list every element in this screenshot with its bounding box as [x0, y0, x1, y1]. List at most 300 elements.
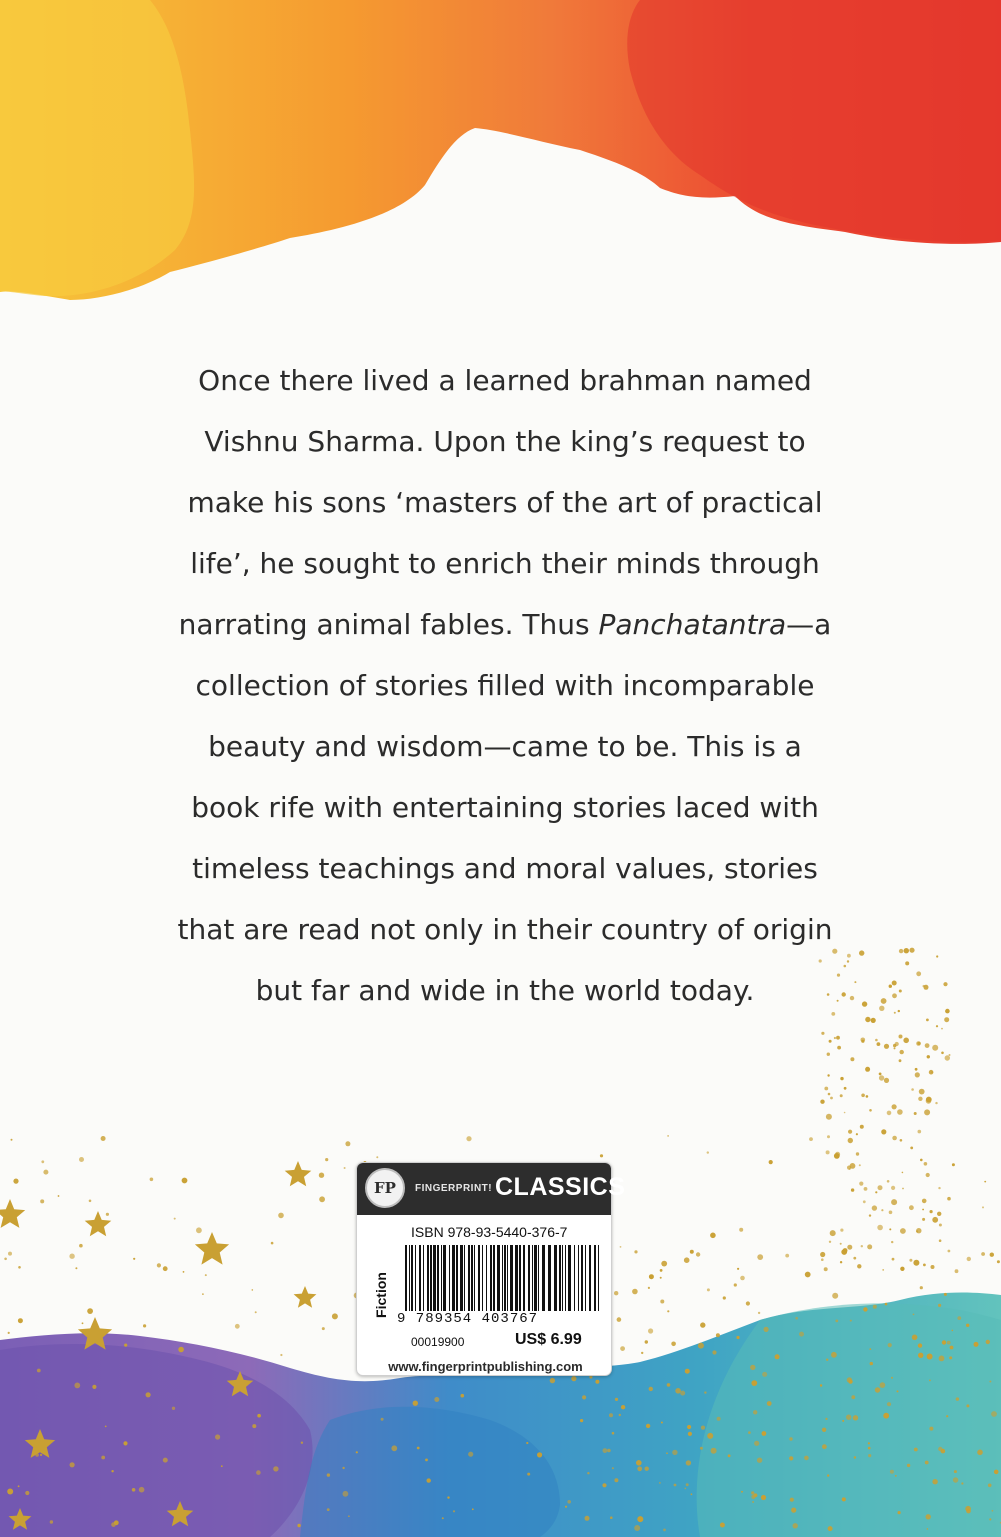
- glitter-dot: [832, 1293, 838, 1299]
- barcode-bar: [441, 1245, 442, 1311]
- barcode-bar: [486, 1245, 487, 1311]
- glitter-dot: [861, 1245, 863, 1247]
- glitter-dot: [887, 1180, 890, 1183]
- glitter-dot: [929, 1380, 931, 1382]
- glitter-dot: [746, 1301, 750, 1305]
- glitter-dot: [826, 1359, 828, 1361]
- barcode-bar: [449, 1245, 450, 1311]
- glitter-dot: [698, 1343, 704, 1349]
- glitter-dot: [667, 1135, 669, 1137]
- publisher-name: FINGERPRINT!: [415, 1183, 493, 1194]
- glitter-dot: [899, 949, 903, 953]
- glitter-dot: [877, 1225, 883, 1231]
- glitter-dot: [827, 1135, 830, 1138]
- glitter-dot: [938, 1187, 940, 1189]
- glitter-dot: [846, 1415, 851, 1420]
- glitter-dot: [667, 1310, 669, 1312]
- barcode-bar: [478, 1245, 480, 1311]
- blurb-text: narrating animal fables. Thus: [178, 608, 599, 641]
- glitter-dot: [887, 1111, 892, 1116]
- glitter-dot: [827, 1053, 830, 1056]
- glitter-dot: [835, 1320, 838, 1323]
- glitter-dot: [885, 1303, 888, 1306]
- barcode-digits: 9 789354 403767: [397, 1311, 539, 1327]
- glitter-dot: [990, 1253, 994, 1257]
- glitter-dot: [868, 1447, 871, 1450]
- glitter-dot: [992, 1510, 994, 1512]
- glitter-dot: [820, 1384, 822, 1386]
- barcode-bar: [409, 1245, 410, 1311]
- glitter-dot: [648, 1328, 653, 1333]
- glitter-dot: [884, 1044, 889, 1049]
- glitter-dot: [909, 948, 914, 953]
- glitter-dot: [923, 1264, 926, 1267]
- glitter-dot: [124, 1344, 127, 1347]
- glitter-dot: [863, 1200, 866, 1203]
- glitter-dot: [875, 1039, 878, 1042]
- glitter-dot: [785, 1254, 789, 1258]
- glitter-dot: [273, 1466, 278, 1471]
- glitter-dot: [956, 1397, 959, 1400]
- glitter-dot: [984, 1181, 986, 1183]
- glitter-dot: [666, 1452, 668, 1454]
- glitter-dot: [918, 1130, 922, 1134]
- barcode-bar: [554, 1245, 557, 1311]
- glitter-dot: [620, 1346, 625, 1351]
- glitter-dot: [18, 1485, 20, 1487]
- barcode-icon: [405, 1245, 601, 1311]
- glitter-dot: [932, 1479, 937, 1484]
- glitter-dot: [974, 1342, 979, 1347]
- glitter-dot: [991, 1411, 997, 1417]
- glitter-dot: [789, 1456, 793, 1460]
- publisher-brand-bar: [357, 1163, 626, 1215]
- glitter-dot: [865, 1017, 870, 1022]
- glitter-dot: [892, 1258, 895, 1261]
- glitter-dot: [344, 1167, 346, 1169]
- glitter-dot: [945, 1055, 950, 1060]
- glitter-dot: [966, 1324, 969, 1327]
- barcode-bar: [598, 1245, 599, 1311]
- glitter-dot: [840, 1094, 843, 1097]
- glitter-dot: [890, 1470, 894, 1474]
- glitter-dot: [871, 1018, 876, 1023]
- glitter-dot: [417, 1447, 420, 1450]
- glitter-dot: [720, 1523, 725, 1528]
- glitter-dot: [69, 1254, 74, 1259]
- glitter-dot: [841, 1249, 847, 1255]
- glitter-dot: [966, 1404, 969, 1407]
- glitter-dot: [736, 1336, 739, 1339]
- glitter-dot: [461, 1394, 465, 1398]
- glitter-dot: [671, 1342, 676, 1347]
- glitter-dot: [840, 1243, 842, 1245]
- glitter-dot: [932, 1045, 938, 1051]
- glitter-dot: [936, 955, 938, 957]
- glitter-dot: [859, 1182, 863, 1186]
- glitter-dot: [935, 1102, 937, 1104]
- glitter-dot: [981, 1252, 985, 1256]
- glitter-dot: [844, 1087, 847, 1090]
- glitter-dot: [133, 1258, 135, 1260]
- publisher-website: www.fingerprintpublishing.com: [388, 1359, 583, 1374]
- glitter-dot: [881, 998, 887, 1004]
- glitter-dot: [325, 1158, 328, 1161]
- glitter-dot: [936, 1025, 938, 1027]
- glitter-dot: [565, 1506, 567, 1508]
- glitter-dot: [41, 1160, 44, 1163]
- glitter-dot: [791, 1508, 796, 1513]
- barcode-bar: [578, 1245, 579, 1311]
- barcode-bar: [419, 1245, 421, 1311]
- glitter-dot: [944, 1017, 949, 1022]
- glitter-dot: [319, 1196, 325, 1202]
- blurb-paragraph: [150, 350, 860, 1021]
- barcode-bar: [594, 1245, 596, 1311]
- glitter-dot: [897, 1109, 903, 1115]
- glitter-dot: [342, 1467, 344, 1469]
- glitter-dot: [948, 1250, 951, 1253]
- barcode-bar: [568, 1245, 571, 1311]
- glitter-dot: [926, 1514, 931, 1519]
- glitter-dot: [926, 1019, 929, 1022]
- glitter-dot: [938, 1304, 941, 1307]
- glitter-dot: [868, 1454, 871, 1457]
- glitter-dot: [939, 1239, 942, 1242]
- glitter-dot: [215, 1434, 220, 1439]
- glitter-dot: [893, 1044, 896, 1047]
- glitter-dot: [748, 1431, 751, 1434]
- glitter-dot: [967, 1257, 971, 1261]
- glitter-dot: [831, 1352, 837, 1358]
- glitter-dot: [645, 1340, 648, 1343]
- glitter-dot: [40, 1454, 42, 1456]
- glitter-dot: [911, 1088, 914, 1091]
- glitter-dot: [740, 1276, 745, 1281]
- blurb-line: beauty and wisdom—came to be. This is a: [208, 730, 802, 763]
- glitter-dot: [840, 1077, 843, 1080]
- glitter-dot: [842, 1497, 846, 1501]
- glitter-dot: [866, 1095, 869, 1098]
- glitter-dot: [256, 1470, 261, 1475]
- glitter-dot: [183, 1271, 185, 1273]
- glitter-dot: [252, 1289, 254, 1291]
- glitter-dot: [182, 1178, 188, 1184]
- barcode-bar: [574, 1245, 575, 1311]
- glitter-dot: [50, 1520, 53, 1523]
- glitter-dot: [707, 1288, 710, 1291]
- barcode-bar: [411, 1245, 413, 1311]
- barcode-bar: [523, 1245, 525, 1311]
- glitter-dot: [873, 1305, 877, 1309]
- glitter-dot: [567, 1500, 571, 1504]
- glitter-dot: [614, 1291, 618, 1295]
- glitter-dot: [74, 1383, 80, 1389]
- glitter-dot: [762, 1431, 767, 1436]
- glitter-dot: [660, 1269, 663, 1272]
- glitter-dot: [723, 1296, 726, 1299]
- glitter-dot: [790, 1498, 794, 1502]
- glitter-dot: [820, 1252, 825, 1257]
- glitter-dot: [828, 1526, 833, 1531]
- glitter-dot: [667, 1383, 671, 1387]
- glitter-dot: [327, 1473, 330, 1476]
- glitter-dot: [712, 1350, 716, 1354]
- glitter-dot: [946, 1415, 948, 1417]
- glitter-dot: [680, 1391, 685, 1396]
- glitter-dot: [707, 1433, 713, 1439]
- glitter-dot: [899, 990, 902, 993]
- glitter-dot: [905, 961, 909, 965]
- glitter-dot: [903, 1038, 909, 1044]
- glitter-dot: [892, 1104, 897, 1109]
- glitter-dot: [850, 1320, 852, 1322]
- glitter-dot: [690, 1250, 694, 1254]
- barcode-bar: [507, 1245, 508, 1311]
- barcode-bar: [528, 1245, 530, 1311]
- glitter-dot: [172, 1407, 175, 1410]
- glitter-dot: [764, 1327, 769, 1332]
- glitter-dot: [614, 1478, 618, 1482]
- glitter-dot: [750, 1365, 755, 1370]
- glitter-dot: [888, 1343, 892, 1347]
- glitter-dot: [8, 1252, 12, 1256]
- barcode-bar: [502, 1245, 503, 1311]
- glitter-dot: [634, 1250, 637, 1253]
- glitter-dot: [915, 1068, 918, 1071]
- glitter-dot: [922, 1199, 927, 1204]
- gold-star: [195, 1232, 229, 1265]
- barcode-bar: [493, 1245, 495, 1311]
- glitter-dot: [942, 1340, 946, 1344]
- glitter-dot: [829, 1241, 831, 1243]
- glitter-dot: [891, 1186, 895, 1190]
- glitter-dot: [271, 1242, 274, 1245]
- glitter-dot: [842, 1420, 844, 1422]
- glitter-dot: [953, 1477, 958, 1482]
- glitter-dot: [907, 1464, 910, 1467]
- glitter-dot: [757, 1458, 762, 1463]
- glitter-dot: [822, 1428, 826, 1432]
- glitter-dot: [847, 1166, 851, 1170]
- glitter-dot: [649, 1387, 653, 1391]
- barcode-bar: [430, 1245, 432, 1311]
- glitter-dot: [4, 1258, 7, 1261]
- glitter-dot: [912, 1335, 918, 1341]
- gold-star: [285, 1161, 312, 1186]
- blurb-line: timeless teachings and moral values, stories: [192, 852, 818, 885]
- glitter-dot: [688, 1432, 692, 1436]
- glitter-dot: [877, 1042, 881, 1046]
- glitter-dot: [913, 1260, 919, 1266]
- glitter-dot: [767, 1401, 772, 1406]
- glitter-dot: [924, 1162, 928, 1166]
- barcode-bar: [427, 1245, 429, 1311]
- glitter-dot: [902, 1172, 904, 1174]
- glitter-dot: [937, 1212, 941, 1216]
- glitter-dot: [879, 1075, 884, 1080]
- glitter-dot: [820, 1100, 824, 1104]
- glitter-dot: [252, 1424, 256, 1428]
- glitter-dot: [322, 1327, 325, 1330]
- glitter-dot: [762, 1372, 767, 1377]
- glitter-dot: [925, 1043, 930, 1048]
- barcode-bar: [565, 1245, 566, 1311]
- glitter-dot: [931, 1265, 935, 1269]
- glitter-dot: [892, 993, 897, 998]
- glitter-dot: [672, 1450, 677, 1455]
- glitter-dot: [977, 1450, 983, 1456]
- glitter-dot: [710, 1233, 716, 1239]
- glitter-dot: [775, 1354, 780, 1359]
- glitter-dot: [82, 1322, 84, 1324]
- glitter-dot: [830, 1097, 833, 1100]
- glitter-dot: [880, 1382, 886, 1388]
- blurb-line: make his sons ‘masters of the art of practical: [187, 486, 823, 519]
- barcode-bar: [437, 1245, 439, 1311]
- barcode-bar: [562, 1245, 563, 1311]
- glitter-dot: [621, 1405, 625, 1409]
- glitter-dot: [674, 1484, 677, 1487]
- glitter-dot: [997, 1260, 1000, 1263]
- glitter-dot: [914, 1112, 917, 1115]
- glitter-dot: [868, 1442, 870, 1444]
- glitter-dot: [862, 1001, 867, 1006]
- glitter-dot: [929, 1427, 933, 1431]
- glitter-dot: [827, 1474, 829, 1476]
- barcode-bar: [515, 1245, 518, 1311]
- barcode-bar: [443, 1245, 446, 1311]
- glitter-dot: [343, 1491, 349, 1497]
- glitter-dot: [761, 1495, 766, 1500]
- glitter-dot: [879, 1073, 882, 1076]
- glitter-dot: [955, 1269, 959, 1273]
- glitter-dot: [916, 1041, 921, 1046]
- glitter-dot: [895, 1475, 897, 1477]
- glitter-dot: [856, 1133, 858, 1135]
- glitter-dot: [757, 1254, 763, 1260]
- glitter-dot: [989, 1381, 991, 1383]
- barcode-bar: [433, 1245, 436, 1311]
- glitter-dot: [758, 1312, 760, 1314]
- blurb-line: collection of stories filled with incomparable: [195, 669, 815, 702]
- glitter-dot: [899, 1035, 903, 1039]
- glitter-dot: [945, 1009, 950, 1014]
- glitter-dot: [70, 1462, 75, 1467]
- glitter-dot: [932, 1217, 938, 1223]
- glitter-dot: [649, 1274, 654, 1279]
- glitter-dot: [178, 1347, 184, 1353]
- glitter-dot: [537, 1452, 542, 1457]
- glitter-dot: [947, 1341, 951, 1345]
- glitter-dot: [804, 1456, 809, 1461]
- genre-label: Fiction: [373, 1272, 389, 1318]
- glitter-dot: [663, 1529, 666, 1532]
- glitter-dot: [851, 1395, 855, 1399]
- glitter-dot: [472, 1508, 474, 1510]
- glitter-dot: [660, 1300, 664, 1304]
- glitter-dot: [795, 1317, 798, 1320]
- glitter-dot: [939, 1356, 945, 1362]
- glitter-dot: [752, 1501, 754, 1503]
- glitter-dot: [348, 1515, 350, 1517]
- glitter-dot: [425, 1459, 428, 1462]
- glitter-dot: [717, 1417, 721, 1421]
- glitter-dot: [612, 1467, 614, 1469]
- gold-star: [0, 1199, 25, 1228]
- glitter-dot: [123, 1441, 127, 1445]
- glitter-dot: [920, 1159, 923, 1162]
- glitter-dot: [89, 1200, 92, 1203]
- glitter-dot: [909, 1259, 912, 1262]
- glitter-dot: [913, 1314, 915, 1316]
- glitter-dot: [900, 1267, 904, 1271]
- glitter-dot: [827, 1074, 829, 1076]
- glitter-dot: [923, 985, 925, 987]
- glitter-dot: [824, 1087, 828, 1091]
- glitter-dot: [924, 1109, 930, 1115]
- glitter-dot: [922, 1218, 925, 1221]
- glitter-dot: [889, 985, 892, 988]
- glitter-dot: [898, 1010, 900, 1012]
- barcode-bar: [468, 1245, 470, 1311]
- glitter-dot: [585, 1516, 590, 1521]
- glitter-dot: [619, 1414, 621, 1416]
- glitter-dot: [728, 1454, 731, 1457]
- glitter-dot: [11, 1139, 13, 1141]
- glitter-dot: [850, 1057, 854, 1061]
- glitter-dot: [603, 1448, 608, 1453]
- glitter-dot: [301, 1442, 303, 1444]
- glitter-dot: [930, 1210, 933, 1213]
- blurb-line: book rife with entertaining stories laced with: [191, 791, 819, 824]
- glitter-dot: [595, 1380, 599, 1384]
- glitter-dot: [58, 1195, 60, 1197]
- price-tag: US$ 6.99: [515, 1331, 582, 1348]
- glitter-dot: [900, 1050, 904, 1054]
- glitter-dot: [825, 1418, 827, 1420]
- glitter-dot: [163, 1266, 168, 1271]
- glitter-dot: [571, 1376, 576, 1381]
- glitter-dot: [954, 1470, 957, 1473]
- glitter-dot: [821, 1032, 824, 1035]
- glitter-dot: [883, 1413, 889, 1419]
- glitter-dot: [904, 948, 909, 953]
- barcode-price-label: [356, 1162, 626, 1376]
- glitter-dot: [900, 1139, 903, 1142]
- glitter-dot: [769, 1160, 773, 1164]
- glitter-dot: [319, 1173, 324, 1178]
- glitter-dot: [872, 1205, 877, 1210]
- glitter-dot: [634, 1525, 640, 1531]
- glitter-dot: [75, 1267, 77, 1269]
- glitter-dot: [899, 1059, 902, 1062]
- glitter-dot: [927, 1055, 930, 1058]
- glitter-dot: [637, 1516, 643, 1522]
- glitter-dot: [381, 1418, 384, 1421]
- glitter-dot: [891, 1199, 897, 1205]
- product-code: 00019900: [411, 1335, 465, 1349]
- glitter-dot: [468, 1452, 473, 1457]
- glitter-dot: [892, 981, 897, 986]
- glitter-dot: [696, 1252, 700, 1256]
- glitter-dot: [707, 1151, 709, 1153]
- barcode-bar: [460, 1245, 463, 1311]
- glitter-dot: [332, 1313, 338, 1319]
- glitter-dot: [922, 1209, 924, 1211]
- glitter-dot: [427, 1478, 431, 1482]
- glitter-dot: [716, 1333, 720, 1337]
